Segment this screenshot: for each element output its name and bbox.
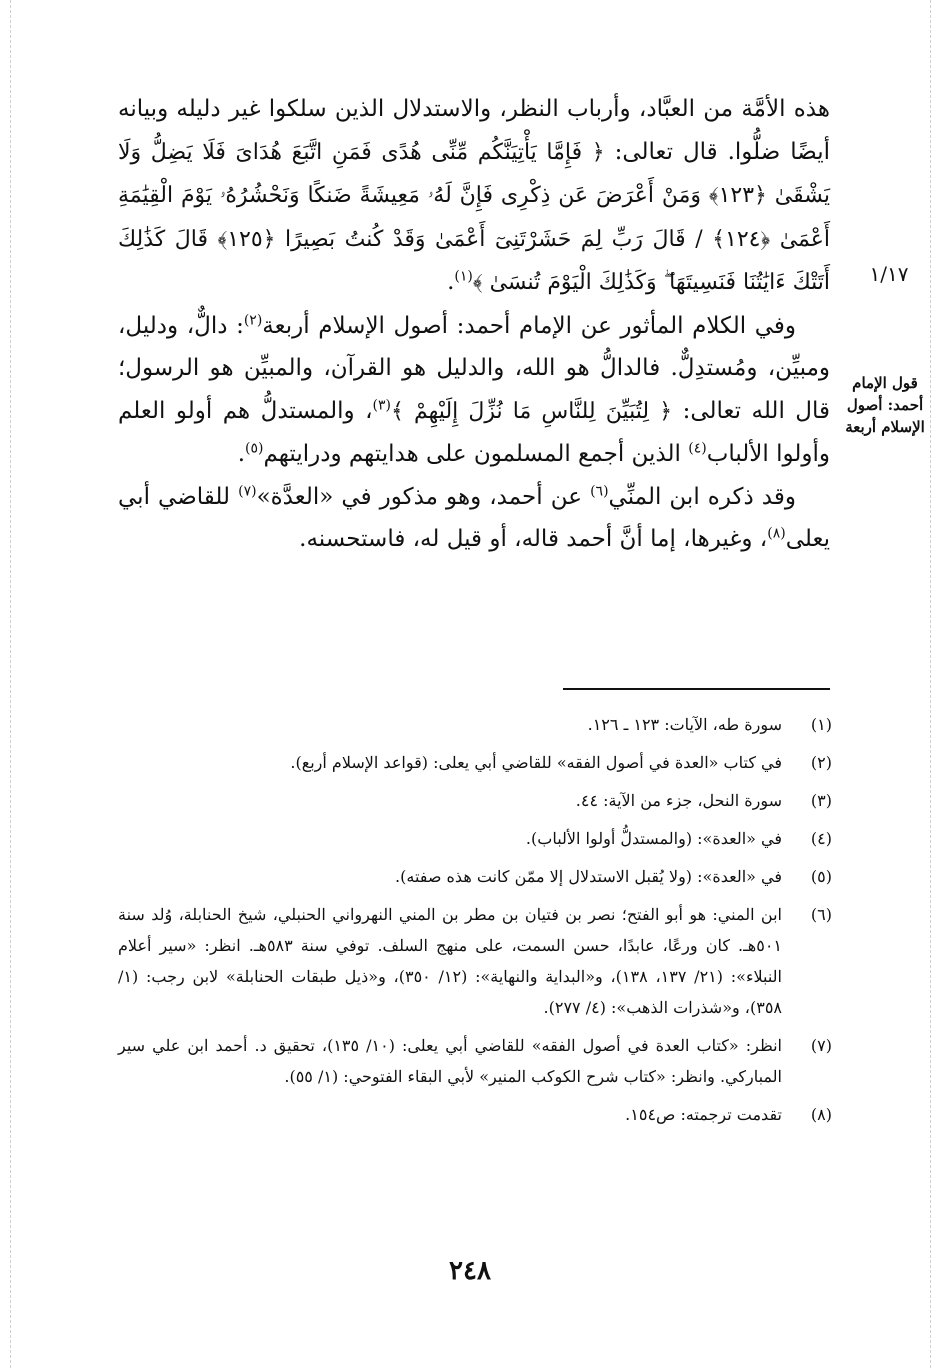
footnote-ref-1: (١) — [454, 268, 473, 285]
footnote-text: ابن المني: هو أبو الفتح؛ نصر بن فتيان بن مطر بن المني النهرواني الحنبلي، شيخ الحنابلة، وُلد سنة ٥٠١هـ. كان ورعًا، عابدًا، حسن السمت، على منهج السلف. توفي سنة ٥٨٣هـ. انظر: «سير أعلام النبلاء»: (٢١/ ١٣٧، ١٣٨)، و«البداية والنهاية»: (١٢/ ٣٥٠)، و«ذيل طبقات الحنابلة» لابن رجب: (١/ ٣٥٨)، و«شذرات الذهب»: (٤/ ٢٧٧). — [118, 905, 783, 1017]
footnote-ref-3: (٣) — [372, 396, 391, 413]
footnote-text: سورة طه، الآيات: ١٢٣ ـ ١٢٦. — [587, 715, 782, 734]
paragraph-2-text-a: وفي الكلام المأثور عن الإمام أحمد: أصول الإسلام أربعة — [262, 312, 797, 339]
page-edge-left — [10, 0, 12, 1368]
footnote-7 — [118, 1030, 832, 1092]
footnote-2 — [118, 747, 832, 778]
footnote-8 — [118, 1099, 832, 1130]
footnote-ref-7: (٧) — [238, 482, 257, 499]
paragraph-1-end: . — [447, 269, 455, 295]
paragraph-3-text-c: للقاضي أبي يعلى — [118, 483, 830, 552]
paragraph-2-text-c: ، والمستدلُّ هم أولو العلم وأولوا الألباب — [118, 397, 830, 467]
footnote-ref-2: (٢) — [243, 311, 263, 328]
paragraph-3-text-a: وقد ذكره ابن المنِّي — [608, 483, 796, 510]
footnote-number: (٥) — [810, 867, 832, 886]
footnote-text: انظر: «كتاب العدة في أصول الفقه» للقاضي أبي يعلى: (١٠/ ١٣٥)، تحقيق د. أحمد ابن علي سير المباركي. وانظر: «كتاب شرح الكوكب المنير» لأبي البقاء الفتوحي: (١/ ٥٥). — [118, 1036, 782, 1086]
footnote-text: سورة النحل، جزء من الآية: ٤٤. — [575, 791, 782, 810]
footnote-5 — [118, 861, 832, 892]
page-number: ٢٤٨ — [449, 1256, 491, 1286]
footnotes — [118, 709, 832, 1137]
footnote-4 — [118, 823, 832, 854]
footnote-text: تقدمت ترجمته: ص١٥٤. — [625, 1105, 782, 1124]
footnote-text: في «العدة»: (ولا يُقبل الاستدلال إلا ممّن كانت هذه صفته). — [395, 867, 782, 886]
footnote-number: (١) — [810, 715, 832, 734]
footnote-ref-5: (٥) — [245, 440, 264, 457]
paragraph-1-text: هذه الأمَّة من العبَّاد، وأرباب النظر، والاستدلال الذين سلكوا غير دليله وبيانه أيضًا ضلُّوا. قال تعالى: — [118, 96, 830, 165]
paragraph-2-end: . — [237, 441, 245, 467]
page-edge-right — [930, 0, 932, 1368]
quran-verse-taha: ﴿ فَإِمَّا يَأْتِيَنَّكُم مِّنِّى هُدًى فَمَنِ اتَّبَعَ هُدَاىَ فَلَا يَضِلُّ وَلَا يَشْقَىٰ ﴿١٢٣﴾ وَمَنْ أَعْرَضَ عَن ذِكْرِى فَإِنَّ لَهُۥ مَعِيشَةً ضَنكًا وَنَحْشُرُهُۥ يَوْمَ الْقِيَٰمَةِ أَعْمَىٰ ﴿١٢٤﴾ / قَالَ رَبِّ لِمَ حَشَرْتَنِىٓ أَعْمَىٰ وَقَدْ كُنتُ بَصِيرًا ﴿١٢٥﴾ قَالَ كَذَٰلِكَ أَتَتْكَ ءَايَٰتُنَا فَنَسِيتَهَا ۖ وَكَذَٰلِكَ الْيَوْمَ تُنسَىٰ ﴾ — [118, 139, 830, 295]
footnote-number: (٤) — [810, 829, 832, 848]
footnote-number: (٨) — [810, 1105, 832, 1124]
margin-heading-note: قول الإمام أحمد: أصول الإسلام أربعة — [845, 374, 925, 436]
footnote-text: في كتاب «العدة في أصول الفقه» للقاضي أبي يعلى: (قواعد الإسلام أربع). — [290, 753, 782, 772]
footnote-6 — [118, 899, 832, 1023]
footnote-text: في «العدة»: (والمستدلُّ أولوا الألباب). — [525, 829, 782, 848]
paragraph-3-text-d: ، وغيرها، إما أنَّ أحمد قاله، أو قيل له، فاستحسنه. — [299, 526, 768, 552]
footnote-ref-4: (٤) — [688, 440, 707, 457]
footnote-number: (٧) — [810, 1036, 832, 1055]
paragraph-2-text-d: الذين أجمع المسلمون على هدايتهم ودرايتهم — [263, 441, 689, 467]
paragraph-2 — [118, 305, 830, 476]
footnote-ref-6: (٦) — [590, 482, 609, 499]
footnote-number: (٣) — [810, 791, 832, 810]
footnote-separator — [563, 688, 830, 690]
paragraph-3 — [118, 476, 830, 561]
paragraph-1 — [118, 88, 830, 305]
quran-verse-nahl: ﴿ لِتُبَيِّنَ لِلنَّاسِ مَا نُزِّلَ إِلَيْهِمْ ﴾ — [391, 398, 673, 424]
footnote-ref-8: (٨) — [767, 525, 786, 542]
paragraph-3-text-b: عن أحمد، وهو مذكور في «العدَّة» — [256, 483, 591, 510]
footnote-1 — [118, 709, 832, 740]
footnote-number: (٦) — [810, 905, 832, 924]
main-text — [118, 88, 830, 561]
footnote-3 — [118, 785, 832, 816]
footnote-number: (٢) — [810, 753, 832, 772]
paragraph-2-text-b: : دالٌّ، ودليل، ومبيِّن، ومُستدِلٌّ. فالدالُّ هو الله، والدليل هو القرآن، والمبيِّن هو الرسول؛ قال الله تعالى: — [118, 312, 830, 424]
margin-volume-page-ref: ١/١٧ — [869, 262, 909, 286]
